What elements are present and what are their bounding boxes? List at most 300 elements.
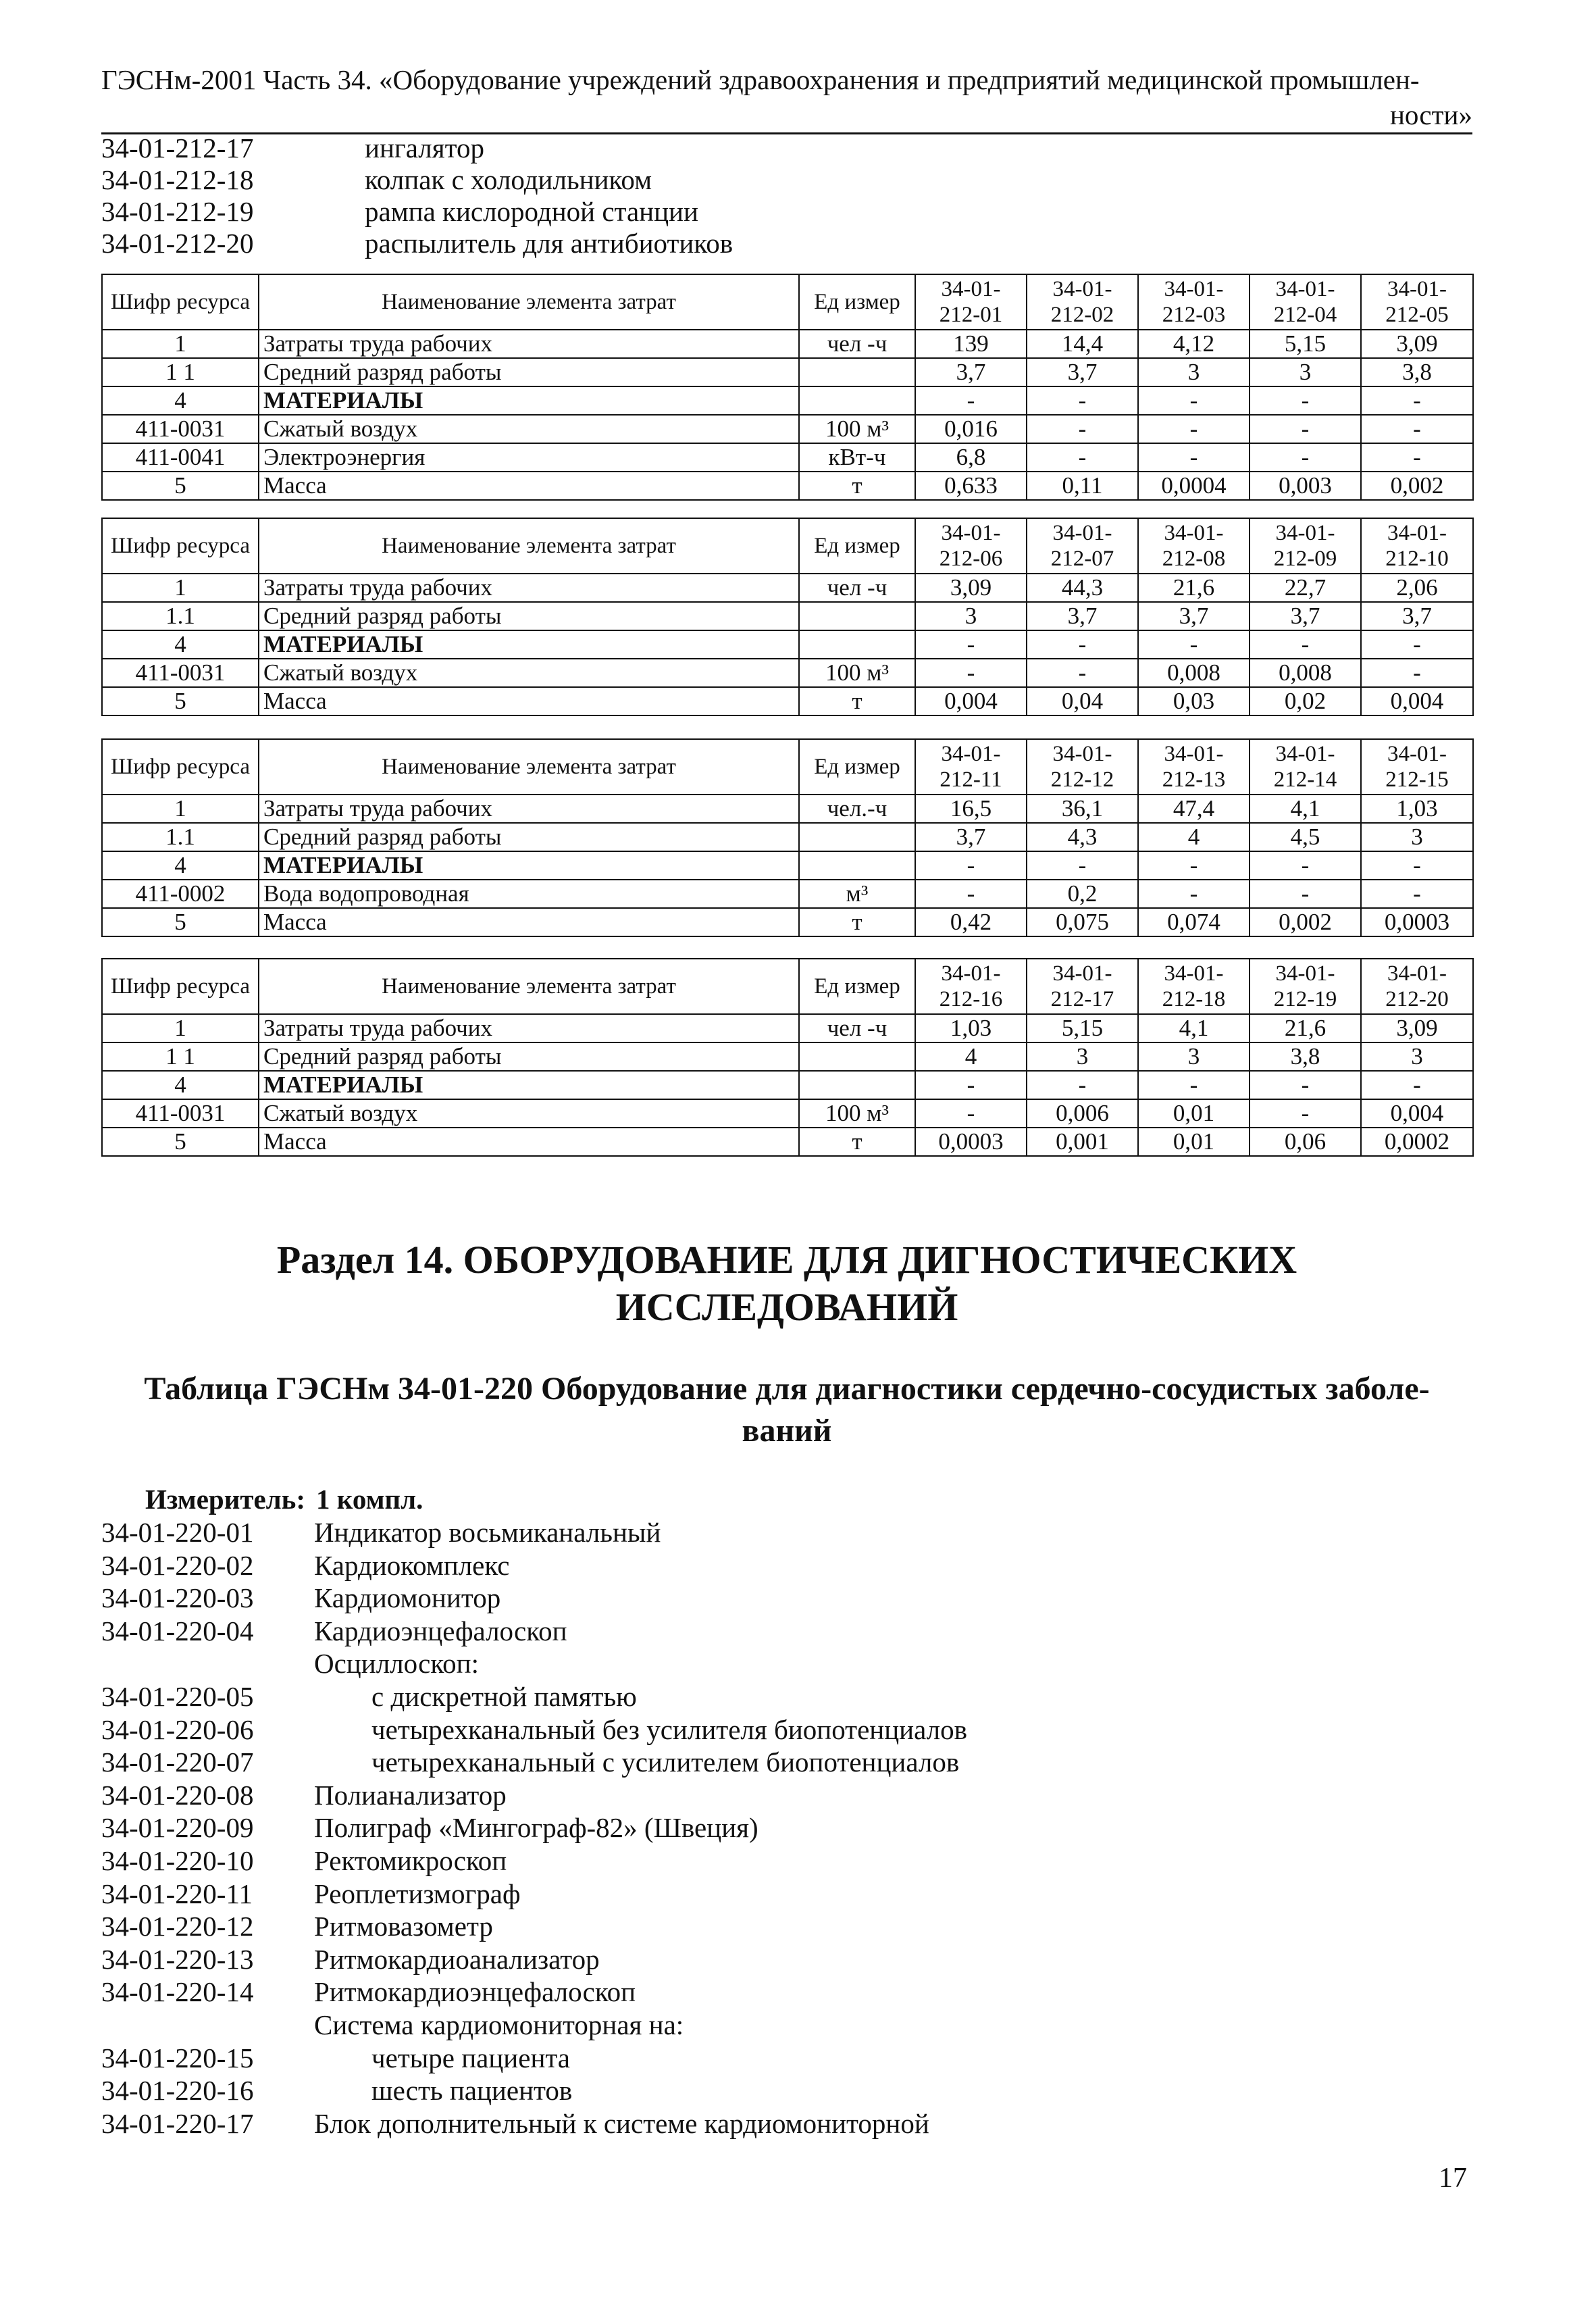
row-resource-code: 1 <box>102 330 259 358</box>
row-cost-element: МАТЕРИАЛЫ <box>259 386 799 415</box>
table-header-row <box>102 959 1473 1014</box>
row-value: - <box>915 386 1027 415</box>
row-value: 1,03 <box>915 1014 1027 1042</box>
norm-code-line-2: 212-09 <box>1273 547 1337 571</box>
row-unit <box>799 1042 915 1071</box>
row-cost-element: Средний разряд работы <box>259 823 799 851</box>
norm-code-line-2: 212-11 <box>939 768 1002 792</box>
row-value: 47,4 <box>1138 795 1250 823</box>
header-line-1: ГЭСНм-2001 Часть 34. «Оборудование учреждений здравоохранения и предприятий медицинской промышлен- <box>101 64 1420 95</box>
row-value: - <box>1138 630 1250 659</box>
row-value: 0,0002 <box>1361 1128 1473 1156</box>
resource-table <box>101 958 1474 1157</box>
row-value: 21,6 <box>1250 1014 1361 1042</box>
norm-code-line-2: 212-15 <box>1385 768 1449 792</box>
row-unit <box>799 386 915 415</box>
row-value: 3 <box>1250 358 1361 386</box>
row-value: 5,15 <box>1250 330 1361 358</box>
header-norm-code <box>1027 274 1138 330</box>
resource-table <box>101 274 1474 501</box>
row-cost-element: МАТЕРИАЛЫ <box>259 1071 799 1099</box>
norm-code-line-2: 212-07 <box>1050 547 1114 571</box>
header-unit: Ед измер <box>799 959 915 1014</box>
norm-code-line-2: 212-17 <box>1050 987 1114 1011</box>
header-unit: Ед измер <box>799 518 915 574</box>
resource-table <box>101 518 1474 716</box>
list-item <box>101 2074 967 2107</box>
row-value: 0,42 <box>915 908 1027 936</box>
row-cost-element: Средний разряд работы <box>259 358 799 386</box>
row-resource-code: 4 <box>102 851 259 880</box>
list-item-name: четыре пациента <box>371 2042 571 2073</box>
table-row <box>102 1071 1473 1099</box>
table-row <box>102 443 1473 472</box>
row-value: - <box>1138 1071 1250 1099</box>
row-value: 36,1 <box>1027 795 1138 823</box>
row-value: - <box>1027 415 1138 443</box>
norm-code-line-2: 212-06 <box>939 547 1003 571</box>
header-norm-code <box>915 959 1027 1014</box>
row-unit <box>799 630 915 659</box>
row-value: - <box>1250 851 1361 880</box>
meter-value: 1 компл. <box>316 1484 423 1515</box>
table-row <box>102 823 1473 851</box>
list-item-name: Ритмокардиоэнцефалоскоп <box>314 1976 636 2008</box>
row-value: 0,0003 <box>1361 908 1473 936</box>
row-resource-code: 411-0041 <box>102 443 259 472</box>
row-value: 3,09 <box>915 574 1027 602</box>
table-title <box>101 1368 1472 1452</box>
row-value: 3,8 <box>1361 358 1473 386</box>
row-unit <box>799 602 915 630</box>
list-item-name: четырехканальный без усилителя биопотенциалов <box>371 1713 967 1745</box>
row-value: 0,04 <box>1027 687 1138 715</box>
row-unit: чел -ч <box>799 574 915 602</box>
list-item-name: Ректомикроскоп <box>314 1844 507 1876</box>
norm-code-line-2: 212-12 <box>1050 768 1114 792</box>
list-item <box>101 1680 967 1713</box>
row-value: 2,06 <box>1361 574 1473 602</box>
table-header-row <box>102 274 1473 330</box>
norm-code-line-1: 34-01- <box>1164 521 1224 545</box>
row-cost-element: Средний разряд работы <box>259 1042 799 1071</box>
row-value: 0,01 <box>1138 1099 1250 1128</box>
norm-code-line-1: 34-01- <box>1164 742 1224 766</box>
list-item-name: Полианализатор <box>314 1779 507 1811</box>
list-item-code: 34-01-220-09 <box>101 1812 254 1844</box>
list-item <box>101 1615 967 1648</box>
list-item <box>101 1779 967 1812</box>
table-row <box>102 795 1473 823</box>
row-value: - <box>1361 630 1473 659</box>
header-norm-code <box>915 274 1027 330</box>
row-value: 3,7 <box>1138 602 1250 630</box>
row-unit <box>799 358 915 386</box>
norm-code-line-1: 34-01- <box>1387 521 1447 545</box>
row-cost-element: МАТЕРИАЛЫ <box>259 630 799 659</box>
row-value: - <box>1027 630 1138 659</box>
norm-code-line-2: 212-05 <box>1385 303 1449 327</box>
list-item <box>101 2042 967 2075</box>
list-item <box>101 1549 967 1582</box>
row-value: 3 <box>915 602 1027 630</box>
row-value: - <box>915 1099 1027 1128</box>
row-unit: чел -ч <box>799 330 915 358</box>
table-row <box>102 415 1473 443</box>
list-item-code: 34-01-220-01 <box>101 1517 254 1548</box>
meter-label: Измеритель: <box>145 1484 306 1515</box>
row-resource-code: 411-0031 <box>102 659 259 687</box>
row-value: - <box>1138 851 1250 880</box>
norm-code-line-1: 34-01- <box>941 961 1001 986</box>
row-value: 4,5 <box>1250 823 1361 851</box>
row-cost-element: Масса <box>259 472 799 500</box>
row-value: 0,633 <box>915 472 1027 500</box>
row-value: - <box>1361 851 1473 880</box>
list-item-name: Полиграф «Мингограф-82» (Швеция) <box>314 1812 758 1844</box>
row-value: 0,003 <box>1250 472 1361 500</box>
header-norm-code <box>915 739 1027 795</box>
list-item-name: Блок дополнительный к системе кардиомониторной <box>314 2107 929 2139</box>
list-item <box>101 1976 967 2009</box>
intro-item-list <box>101 132 733 259</box>
row-value: 21,6 <box>1138 574 1250 602</box>
row-value: 3 <box>1361 823 1473 851</box>
row-cost-element: Масса <box>259 1128 799 1156</box>
norm-code-line-1: 34-01- <box>1387 961 1447 986</box>
row-value: 0,074 <box>1138 908 1250 936</box>
header-resource-code: Шифр ресурса <box>102 959 259 1014</box>
row-resource-code: 1 <box>102 574 259 602</box>
header-norm-code <box>1138 274 1250 330</box>
meter <box>145 1483 423 1515</box>
header-norm-code <box>1250 739 1361 795</box>
header-norm-code <box>1250 274 1361 330</box>
row-value: - <box>1361 659 1473 687</box>
list-item <box>101 1582 967 1615</box>
list-item-code: 34-01-220-10 <box>101 1844 254 1876</box>
norm-code-line-1: 34-01- <box>1275 742 1335 766</box>
intro-item <box>101 164 733 196</box>
row-value: - <box>1250 630 1361 659</box>
row-value: 6,8 <box>915 443 1027 472</box>
row-value: 139 <box>915 330 1027 358</box>
table-row <box>102 1042 1473 1071</box>
intro-item-code: 34-01-212-20 <box>101 228 254 259</box>
row-resource-code: 4 <box>102 386 259 415</box>
list-item-code: 34-01-220-04 <box>101 1615 254 1646</box>
norm-code-line-2: 212-03 <box>1162 303 1226 327</box>
row-unit: т <box>799 1128 915 1156</box>
row-unit: кВт-ч <box>799 443 915 472</box>
list-item-code: 34-01-220-08 <box>101 1779 254 1811</box>
header-resource-code: Шифр ресурса <box>102 274 259 330</box>
table-row <box>102 602 1473 630</box>
row-resource-code: 4 <box>102 630 259 659</box>
row-unit: т <box>799 687 915 715</box>
row-value: - <box>1138 415 1250 443</box>
row-cost-element: Затраты труда рабочих <box>259 330 799 358</box>
header-norm-code <box>1027 739 1138 795</box>
list-item <box>101 1878 967 1911</box>
norm-code-line-1: 34-01- <box>941 742 1001 766</box>
norm-code-line-2: 212-04 <box>1273 303 1337 327</box>
intro-item-name: рампа кислородной станции <box>365 196 698 227</box>
row-cost-element: Затраты труда рабочих <box>259 574 799 602</box>
row-value: - <box>1027 1071 1138 1099</box>
row-cost-element: Затраты труда рабочих <box>259 1014 799 1042</box>
norm-code-line-1: 34-01- <box>1275 961 1335 986</box>
list-item-code: 34-01-220-06 <box>101 1713 254 1745</box>
norm-code-line-1: 34-01- <box>1052 961 1112 986</box>
header-norm-code <box>1250 518 1361 574</box>
list-item <box>101 1943 967 1976</box>
row-cost-element: Сжатый воздух <box>259 1099 799 1128</box>
list-item-code: 34-01-220-02 <box>101 1549 254 1581</box>
row-value: 0,002 <box>1250 908 1361 936</box>
list-item <box>101 1713 967 1746</box>
list-item <box>101 1746 967 1779</box>
row-value: - <box>1138 880 1250 908</box>
table-row <box>102 330 1473 358</box>
row-value: 0,004 <box>1361 1099 1473 1128</box>
row-unit: чел -ч <box>799 1014 915 1042</box>
table-row <box>102 687 1473 715</box>
row-value: 0,02 <box>1250 687 1361 715</box>
row-value: - <box>915 630 1027 659</box>
row-value: - <box>1027 443 1138 472</box>
list-item <box>101 1647 967 1680</box>
row-resource-code: 1 <box>102 795 259 823</box>
row-value: 3,7 <box>1027 358 1138 386</box>
norm-code-line-2: 212-16 <box>939 987 1003 1011</box>
row-unit: чел.-ч <box>799 795 915 823</box>
header-norm-code <box>1138 739 1250 795</box>
resource-table <box>101 738 1474 937</box>
header-norm-code <box>1138 959 1250 1014</box>
norm-code-line-2: 212-10 <box>1385 547 1449 571</box>
row-value: 0,01 <box>1138 1128 1250 1156</box>
list-item-code: 34-01-220-13 <box>101 1943 254 1975</box>
table-row <box>102 358 1473 386</box>
header-norm-code <box>1027 959 1138 1014</box>
row-value: 0,002 <box>1361 472 1473 500</box>
row-cost-element: Сжатый воздух <box>259 415 799 443</box>
intro-item <box>101 132 733 164</box>
row-value: - <box>915 1071 1027 1099</box>
row-value: 3,7 <box>915 823 1027 851</box>
row-cost-element: Масса <box>259 687 799 715</box>
row-resource-code: 5 <box>102 472 259 500</box>
row-value: 0,004 <box>915 687 1027 715</box>
row-value: 4,12 <box>1138 330 1250 358</box>
norm-code-line-1: 34-01- <box>1275 521 1335 545</box>
row-value: - <box>1250 415 1361 443</box>
row-value: - <box>1250 1099 1361 1128</box>
row-cost-element: МАТЕРИАЛЫ <box>259 851 799 880</box>
row-unit <box>799 1071 915 1099</box>
list-item-code: 34-01-220-16 <box>101 2075 254 2107</box>
list-item-name: Кардиомонитор <box>314 1582 501 1614</box>
table-row <box>102 1128 1473 1156</box>
row-resource-code: 5 <box>102 1128 259 1156</box>
table-row <box>102 1099 1473 1128</box>
table-row <box>102 880 1473 908</box>
row-cost-element: Сжатый воздух <box>259 659 799 687</box>
row-resource-code: 1.1 <box>102 602 259 630</box>
row-value: 4 <box>915 1042 1027 1071</box>
row-value: 3,7 <box>1361 602 1473 630</box>
table-row <box>102 659 1473 687</box>
list-item-name: Кардиоэнцефалоскоп <box>314 1615 567 1646</box>
norm-code-line-2: 212-02 <box>1050 303 1114 327</box>
row-cost-element: Электроэнергия <box>259 443 799 472</box>
row-value: - <box>1361 443 1473 472</box>
section-title-line-1: Раздел 14. ОБОРУДОВАНИЕ ДЛЯ ДИГНОСТИЧЕСКИХ <box>276 1238 1297 1282</box>
row-value: 0,11 <box>1027 472 1138 500</box>
equipment-list <box>101 1516 967 2140</box>
row-value: 3 <box>1138 358 1250 386</box>
header-norm-code <box>1138 518 1250 574</box>
row-value: - <box>1027 659 1138 687</box>
row-unit: 100 м³ <box>799 1099 915 1128</box>
row-resource-code: 1 1 <box>102 1042 259 1071</box>
norm-code-line-2: 212-20 <box>1385 987 1449 1011</box>
row-resource-code: 5 <box>102 687 259 715</box>
row-value: 4,1 <box>1138 1014 1250 1042</box>
row-value: 0,006 <box>1027 1099 1138 1128</box>
norm-code-line-1: 34-01- <box>1052 742 1112 766</box>
table-row <box>102 1014 1473 1042</box>
list-item-code: 34-01-220-05 <box>101 1680 254 1712</box>
norm-code-line-1: 34-01- <box>1052 277 1112 301</box>
norm-code-line-1: 34-01- <box>1052 521 1112 545</box>
list-item <box>101 1516 967 1549</box>
list-item-name: Система кардиомониторная на: <box>314 2009 684 2040</box>
row-resource-code: 411-0002 <box>102 880 259 908</box>
list-item-name: четырехканальный с усилителем биопотенциалов <box>371 1746 960 1778</box>
row-value: 4 <box>1138 823 1250 851</box>
row-cost-element: Затраты труда рабочих <box>259 795 799 823</box>
row-value: 3,7 <box>915 358 1027 386</box>
list-item <box>101 2009 967 2042</box>
list-item <box>101 1910 967 1943</box>
list-item-name: с дискретной памятью <box>371 1680 637 1712</box>
page-header <box>101 62 1472 132</box>
list-item-code: 34-01-220-17 <box>101 2107 254 2139</box>
row-value: - <box>1361 880 1473 908</box>
row-value: - <box>1250 880 1361 908</box>
page-number: 17 <box>1439 2163 1467 2194</box>
row-value: - <box>1027 386 1138 415</box>
header-resource-code: Шифр ресурса <box>102 518 259 574</box>
row-unit <box>799 851 915 880</box>
row-value: 1,03 <box>1361 795 1473 823</box>
row-value: 3,7 <box>1250 602 1361 630</box>
row-value: 0,2 <box>1027 880 1138 908</box>
list-item-name: Индикатор восьмиканальный <box>314 1517 661 1548</box>
row-value: 16,5 <box>915 795 1027 823</box>
list-item-code: 34-01-220-12 <box>101 1911 254 1942</box>
row-resource-code: 1.1 <box>102 823 259 851</box>
row-value: 0,008 <box>1138 659 1250 687</box>
row-unit: т <box>799 472 915 500</box>
intro-item-code: 34-01-212-17 <box>101 132 254 164</box>
header-line-2: ности» <box>1389 99 1472 130</box>
row-value: 3 <box>1361 1042 1473 1071</box>
row-resource-code: 1 <box>102 1014 259 1042</box>
table-title-line-2: ваний <box>742 1413 832 1449</box>
header-unit: Ед измер <box>799 739 915 795</box>
norm-code-line-2: 212-14 <box>1273 768 1337 792</box>
table-row <box>102 908 1473 936</box>
row-resource-code: 4 <box>102 1071 259 1099</box>
list-item-code: 34-01-220-03 <box>101 1582 254 1614</box>
header-norm-code <box>1361 959 1473 1014</box>
table-row <box>102 851 1473 880</box>
table-row <box>102 386 1473 415</box>
list-item-code: 34-01-220-15 <box>101 2042 254 2073</box>
norm-code-line-1: 34-01- <box>1387 742 1447 766</box>
row-value: - <box>1138 386 1250 415</box>
header-cost-element: Наименование элемента затрат <box>259 274 799 330</box>
norm-code-line-2: 212-01 <box>939 303 1003 327</box>
table-header-row <box>102 518 1473 574</box>
row-value: 5,15 <box>1027 1014 1138 1042</box>
list-item <box>101 1811 967 1844</box>
header-cost-element: Наименование элемента затрат <box>259 739 799 795</box>
row-value: 0,0003 <box>915 1128 1027 1156</box>
row-value: 3,7 <box>1027 602 1138 630</box>
norm-code-line-1: 34-01- <box>1164 277 1224 301</box>
row-value: 3 <box>1138 1042 1250 1071</box>
row-value: 44,3 <box>1027 574 1138 602</box>
section-title-line-2: ИССЛЕДОВАНИЙ <box>615 1285 958 1329</box>
row-value: 0,001 <box>1027 1128 1138 1156</box>
intro-item-name: распылитель для антибиотиков <box>365 228 733 259</box>
row-unit <box>799 823 915 851</box>
intro-item <box>101 228 733 259</box>
list-item-name: Реоплетизмограф <box>314 1878 521 1909</box>
row-unit: т <box>799 908 915 936</box>
list-item-code: 34-01-220-07 <box>101 1746 254 1778</box>
row-value: 3,09 <box>1361 330 1473 358</box>
row-value: 14,4 <box>1027 330 1138 358</box>
header-unit: Ед измер <box>799 274 915 330</box>
list-item-code: 34-01-220-14 <box>101 1976 254 2008</box>
intro-item-name: колпак с холодильником <box>365 164 652 195</box>
header-resource-code: Шифр ресурса <box>102 739 259 795</box>
row-value: - <box>1250 386 1361 415</box>
row-value: 3 <box>1027 1042 1138 1071</box>
list-item <box>101 1844 967 1878</box>
row-value: - <box>1361 386 1473 415</box>
intro-item <box>101 196 733 228</box>
row-value: 3,8 <box>1250 1042 1361 1071</box>
norm-code-line-1: 34-01- <box>1275 277 1335 301</box>
norm-code-line-2: 212-08 <box>1162 547 1226 571</box>
list-item-name: шесть пациентов <box>371 2075 573 2107</box>
row-value: - <box>915 851 1027 880</box>
section-title <box>101 1236 1472 1331</box>
row-value: - <box>1361 1071 1473 1099</box>
row-unit: 100 м³ <box>799 659 915 687</box>
row-value: - <box>1138 443 1250 472</box>
row-value: 22,7 <box>1250 574 1361 602</box>
row-value: - <box>915 880 1027 908</box>
row-resource-code: 411-0031 <box>102 415 259 443</box>
header-norm-code <box>1361 518 1473 574</box>
